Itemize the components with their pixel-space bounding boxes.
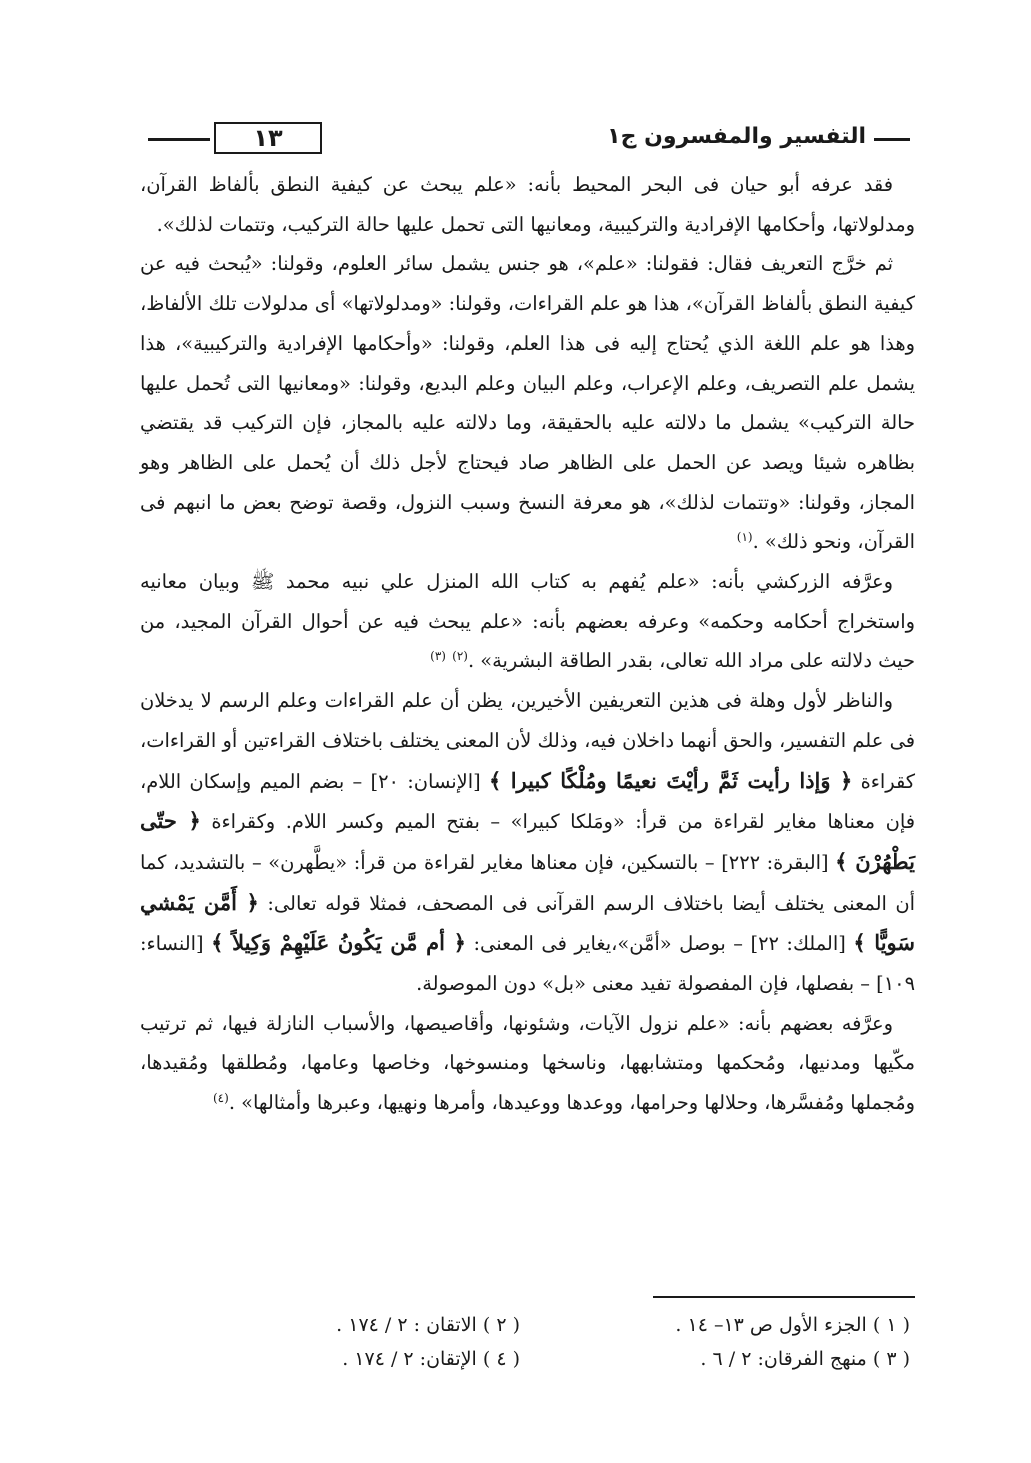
header-rule-right <box>874 138 910 141</box>
paragraph-1: فقد عرفه أبو حيان فى البحر المحيط بأنه: «علم يبحث عن كيفية النطق بألفاظ القرآن، ومدلولاتها، وأحكامها الإفرادية والتركيبية، ومعانيها التى تحمل عليها حالة التركيب، وتتمات لذلك». <box>140 173 915 236</box>
page-header <box>148 122 910 158</box>
paragraph-4-text-4: [الملك: ٢٢] – بوصل «أمَّن»،يغاير فى المعنى: <box>465 932 854 956</box>
paragraph-2-text: ثم خرَّج التعريف فقال: فقولنا: «علم»، هو جنس يشمل سائر العلوم، وقولنا: «يُبحث فيه عن كيفية النطق بألفاظ القرآن»، هذا هو علم القراءات، وقولنا: «ومدلولاتها» أى مدلولات تلك الألفاظ، وهذا هو علم اللغة الذي يُحتاج إليه فى هذا العلم، وقولنا: «وأحكامها الإفرادية والتركيبية»، هذا يشمل علم التصريف، وعلم الإعراب، وعلم البيان وعلم البديع، وقولنا: «ومعانيها التى تُحمل عليها حالة التركيب» يشمل ما دلالته عليه بالحقيقة، وما دلالته عليه بالمجاز، فإن التركيب قد يقتضي بظاهره شيئا ويصد عن الحمل على الظاهر صاد فيحتاج لأجل ذلك أن يُحمل على الظاهر وهو المجاز، وقولنا: «وتتمات لذلك»، هو معرفة النسخ وسبب النزول، وقصة توضح بعض ما انبهم فى القرآن، ونحو ذلك» . <box>140 252 915 554</box>
quran-verse-2: ﴿ حتّى يَطْهُرْنَ ﴾ <box>140 808 915 874</box>
paragraph-4-text-3: [البقرة: ٢٢٢] – بالتسكين، فإن معناها مغاير لقراءة من قرأ: «يطَّهرن» – بالتشديد، كما أن المعنى يختلف أيضا باختلاف الرسم القرآنى فى المصحف، فمثلا قوله تعالى: <box>140 850 915 915</box>
paragraph-3 <box>140 562 915 681</box>
quran-verse-1: ﴿ وَإذا رأيت ثَمَّ رأيْتَ نعيمًا ومُلْكًا كبيرا ﴾ <box>488 767 853 793</box>
footnote-4: ( ٤ ) الإتقان: ٢ / ١٧٤ . <box>342 1348 520 1370</box>
paragraph-4-text: والناظر لأول وهلة فى هذين التعريفين الأخيرين، يظن أن علم القراءات وعلم الرسم لا يدخلان فى علم التفسير، والحق أنهما داخلان فيه، وذلك لأن المعنى يختلف باختلاف القراءتين أو القراءات، كقراءة <box>140 689 915 793</box>
quran-verse-3: ﴿ أَمَّن يَمْشي سَويًّا ﴾ <box>140 889 915 956</box>
page-number: ١٣ <box>214 122 322 154</box>
paragraph-3-text: وعرَّفه الزركشي بأنه: «علم يُفهم به كتاب الله المنزل علي نبيه محمد ﷺ وبيان معانيه واستخراج أحكامه وحكمه» وعرفه بعضهم بأنه: «علم يبحث فيه عن أحوال القرآن المجيد، من حيث دلالته على مراد الله تعالى، بقدر الطاقة البشرية» . <box>140 570 915 673</box>
paragraph-2 <box>140 244 915 562</box>
quran-verse-4: ﴿ أم مَّن يَكُونُ عَلَيْهِمْ وَكِيلاً ﴾ <box>211 930 466 956</box>
footnotes <box>160 1308 910 1376</box>
paragraph-4-text-5: [النساء: ١٠٩] – بفصلها، فإن المفصولة تفيد معنى «بل» دون الموصولة. <box>140 932 915 996</box>
footnote-ref-1: (١) <box>736 530 753 545</box>
footnote-separator <box>653 1296 915 1298</box>
paragraph-5-text: وعرَّفه بعضهم بأنه: «علم نزول الآيات، وشئونها، وأقاصيصها، والأسباب النازلة فيها، ثم ترتيب مكّيها ومدنيها، ومُحكمها ومتشابهها، وناسخها ومنسوخها، وخاصها وعامها، ومُطلقها ومُقيدها، ومُجملها ومُفسَّرها، وحلالها وحرامها، ووعدها ووعيدها، وأمرها ونهيها، وعبرها وأمثالها» . <box>140 1011 915 1115</box>
footnote-row <box>160 1342 910 1376</box>
paragraph-5 <box>140 1004 915 1123</box>
paragraph-4-text-2: [الإنسان: ٢٠] – بضم الميم وإسكان اللام، فإن معناها مغاير لقراءة من قرأ: «ومَلكا كبيرا» – بفتح الميم وكسر اللام. وكقراءة <box>140 769 916 834</box>
body-text <box>140 165 915 1123</box>
book-title: التفسير والمفسرون ج١ <box>607 124 866 149</box>
footnote-3: ( ٣ ) منهج الفرقان: ٢ / ٦ . <box>700 1348 910 1370</box>
footnote-row <box>160 1308 910 1342</box>
footnote-2: ( ٢ ) الاتقان : ٢ / ١٧٤ . <box>336 1314 520 1336</box>
header-rule-left <box>148 138 210 141</box>
paragraph-4 <box>140 681 915 1004</box>
footnote-ref-2: (٢) <box>452 649 468 664</box>
footnote-ref-3: (٣) <box>430 649 446 664</box>
footnote-ref-4: (٤) <box>212 1091 229 1106</box>
footnote-1: ( ١ ) الجزء الأول ص ١٣– ١٤ . <box>675 1314 910 1336</box>
